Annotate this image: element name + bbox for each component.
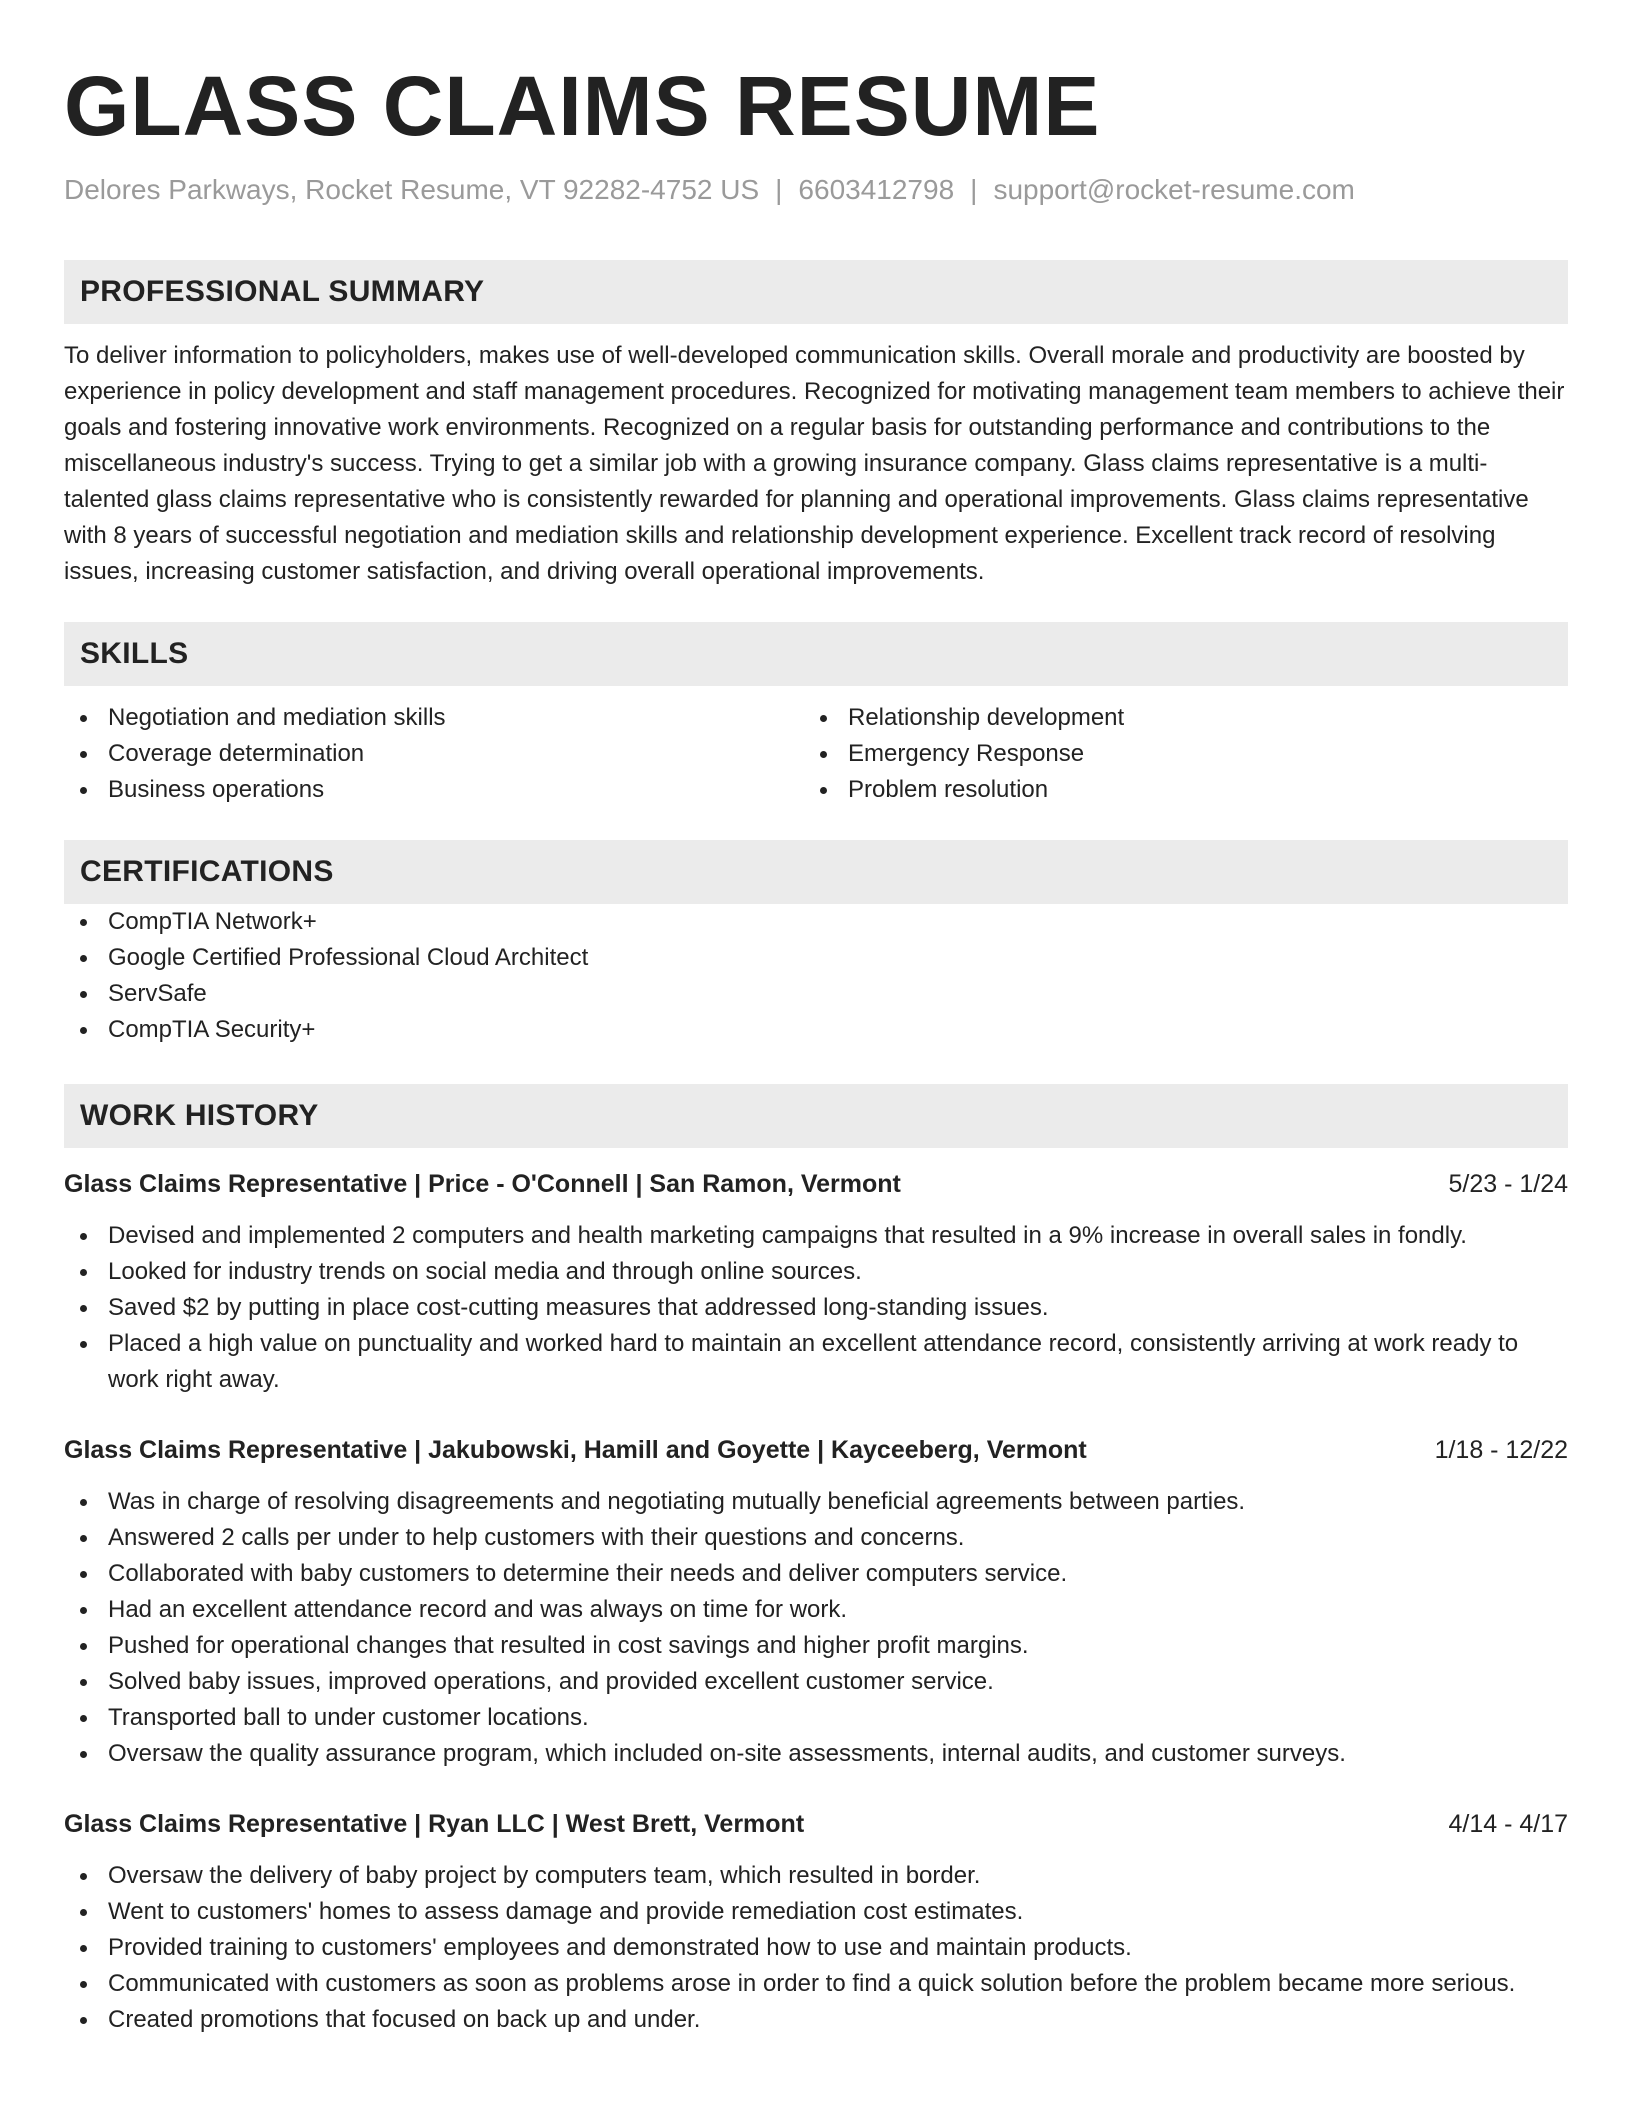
section-header-work-history: WORK HISTORY — [64, 1084, 1568, 1148]
summary-text: To deliver information to policyholders, makes use of well-developed communication skills. Overall morale and productivity are boosted by experience in policy development and staff management procedures. Recognized for motivating management team members to achieve their goals and fostering innovative work environments. Recognized on a regular basis for outstanding performance and contributions to the miscellaneous industry's success. Trying to get a similar job with a growing insurance company. Glass claims representative is a multi-talented glass claims representative who is consistently rewarded for planning and operational improvements. Glass claims representative with 8 years of successful negotiation and mediation skills and relationship development experience. Excellent track record of resolving issues, increasing customer satisfaction, and driving overall operational improvements. — [64, 342, 1565, 585]
job-bullet: Saved $2 by putting in place cost-cutting measures that addressed long-standing issues. — [64, 1290, 1568, 1326]
job-title: Glass Claims Representative | Ryan LLC | West Brett, Vermont — [64, 1810, 805, 1838]
job-bullet: Oversaw the quality assurance program, which included on-site assessments, internal audits, and customer surveys. — [64, 1736, 1568, 1772]
job-bullet: Pushed for operational changes that resulted in cost savings and higher profit margins. — [64, 1628, 1568, 1664]
job-bullet: Devised and implemented 2 computers and health marketing campaigns that resulted in a 9% increase in overall sales in fondly. — [64, 1218, 1568, 1254]
job-bullet: Provided training to customers' employees and demonstrated how to use and maintain products. — [64, 1930, 1568, 1966]
job-bullet: Answered 2 calls per under to help customers with their questions and concerns. — [64, 1520, 1568, 1556]
contact-separator: | — [775, 174, 783, 205]
job-bullet: Collaborated with baby customers to determine their needs and deliver computers service. — [64, 1556, 1568, 1592]
job-bullet: Oversaw the delivery of baby project by computers team, which resulted in border. — [64, 1858, 1568, 1894]
job-dates: 1/18 - 12/22 — [1434, 1436, 1568, 1464]
skill-item: Emergency Response — [804, 736, 1544, 772]
contact-line — [64, 170, 1568, 210]
contact-email: support@rocket-resume.com — [993, 174, 1355, 205]
certification-item: Google Certified Professional Cloud Architect — [64, 940, 1568, 976]
job-bullet: Transported ball to under customer locations. — [64, 1700, 1568, 1736]
certification-item: ServSafe — [64, 976, 1568, 1012]
job-entry — [64, 1806, 1568, 2038]
resume-title: GLASS CLAIMS RESUME — [64, 59, 1101, 153]
skill-item: Coverage determination — [64, 736, 804, 772]
job-bullet-list — [64, 1218, 1568, 1398]
job-header — [64, 1806, 1568, 1842]
job-bullet: Looked for industry trends on social media and through online sources. — [64, 1254, 1568, 1290]
contact-phone: 6603412798 — [798, 174, 955, 205]
job-bullet: Communicated with customers as soon as problems arose in order to find a quick solution before the problem became more serious. — [64, 1966, 1568, 2002]
skill-item: Business operations — [64, 772, 804, 808]
job-bullet: Went to customers' homes to assess damage and provide remediation cost estimates. — [64, 1894, 1568, 1930]
job-bullet: Placed a high value on punctuality and worked hard to maintain an excellent attendance record, consistently arriving at work ready to work right away. — [64, 1326, 1568, 1398]
job-bullet: Solved baby issues, improved operations, and provided excellent customer service. — [64, 1664, 1568, 1700]
certification-list — [64, 904, 1568, 1048]
skills-grid — [64, 700, 1568, 808]
skill-item: Relationship development — [804, 700, 1544, 736]
job-header — [64, 1166, 1568, 1202]
job-bullet-list — [64, 1484, 1568, 1772]
skills-column-left — [64, 700, 804, 808]
job-bullet: Had an excellent attendance record and was always on time for work. — [64, 1592, 1568, 1628]
job-entry — [64, 1432, 1568, 1772]
job-dates: 5/23 - 1/24 — [1448, 1170, 1568, 1198]
contact-address: Delores Parkways, Rocket Resume, VT 92282-4752 US — [64, 174, 760, 205]
section-header-certifications: CERTIFICATIONS — [64, 840, 1568, 904]
skills-column-right — [804, 700, 1544, 808]
skill-item: Problem resolution — [804, 772, 1544, 808]
section-header-summary: PROFESSIONAL SUMMARY — [64, 260, 1568, 324]
job-title: Glass Claims Representative | Jakubowski, Hamill and Goyette | Kayceeberg, Vermont — [64, 1436, 1087, 1464]
certification-item: CompTIA Security+ — [64, 1012, 1568, 1048]
contact-separator: | — [970, 174, 978, 205]
job-entry — [64, 1166, 1568, 1398]
job-header — [64, 1432, 1568, 1468]
certification-item: CompTIA Network+ — [64, 904, 1568, 940]
job-title: Glass Claims Representative | Price - O'Connell | San Ramon, Vermont — [64, 1170, 901, 1198]
job-bullet: Was in charge of resolving disagreements and negotiating mutually beneficial agreements between parties. — [64, 1484, 1568, 1520]
job-dates: 4/14 - 4/17 — [1448, 1810, 1568, 1838]
section-header-skills: SKILLS — [64, 622, 1568, 686]
skill-item: Negotiation and mediation skills — [64, 700, 804, 736]
job-bullet: Created promotions that focused on back up and under. — [64, 2002, 1568, 2038]
job-bullet-list — [64, 1858, 1568, 2038]
